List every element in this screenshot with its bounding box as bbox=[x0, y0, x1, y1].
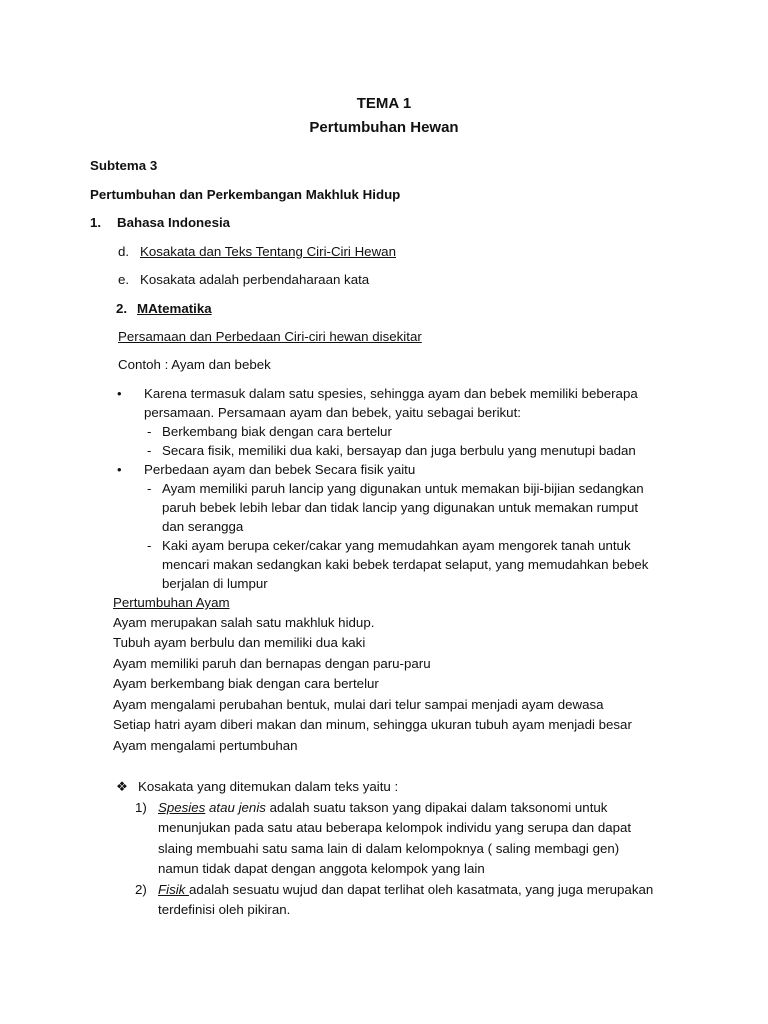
bullet-marker: • bbox=[117, 462, 122, 477]
vocab-definition: adalah sesuatu wujud dan dapat terlihat oleh kasatmata, yang juga merupakan bbox=[189, 882, 654, 897]
section-1-heading: Bahasa Indonesia bbox=[117, 215, 231, 230]
dash-item-text: dan serangga bbox=[162, 519, 244, 534]
bullet-text: Perbedaan ayam dan bebek Secara fisik yaitu bbox=[144, 462, 416, 477]
vocab-definition-line: menunjukan pada satu atau beberapa kelompok individu yang serupa dan dapat bbox=[158, 820, 632, 835]
vocab-item-first-line bbox=[158, 799, 607, 817]
dash-item-text: paruh bebek lebih lebar dan tidak lancip yang digunakan untuk memakan rumput bbox=[162, 500, 639, 515]
list-marker: e. bbox=[118, 272, 130, 287]
dash-marker: - bbox=[147, 443, 152, 458]
dash-marker: - bbox=[147, 538, 152, 553]
document-title: TEMA 1 bbox=[356, 95, 412, 112]
bullet-text: Karena termasuk dalam satu spesies, sehingga ayam dan bebek memiliki beberapa bbox=[144, 386, 638, 401]
list-marker: d. bbox=[118, 244, 130, 259]
dash-item-text: berjalan di lumpur bbox=[162, 576, 268, 591]
section-2-heading: MAtematika bbox=[137, 301, 212, 316]
document-subtitle: Pertumbuhan Hewan bbox=[309, 119, 459, 136]
bullet-marker: • bbox=[117, 386, 122, 401]
subtema-title: Pertumbuhan dan Perkembangan Makhluk Hidup bbox=[90, 187, 401, 202]
bullet-text: persamaan. Persamaan ayam dan bebek, yaitu sebagai berikut: bbox=[144, 405, 521, 420]
dash-item-text: Secara fisik, memiliki dua kaki, bersayap dan juga berbulu yang menutupi badan bbox=[162, 443, 636, 458]
vocab-definition-line: slaing membuahi satu sama lain di dalam kelompoknya ( saling membagi gen) bbox=[158, 841, 620, 856]
vocab-item-number: 1) bbox=[135, 800, 147, 815]
vocab-intro: Kosakata yang ditemukan dalam teks yaitu : bbox=[138, 779, 399, 794]
subtema-label: Subtema 3 bbox=[90, 158, 158, 173]
vocab-definition: adalah suatu takson yang dipakai dalam taksonomi untuk bbox=[265, 800, 608, 815]
dash-marker: - bbox=[147, 481, 152, 496]
dash-marker: - bbox=[147, 424, 152, 439]
list-item-text: Kosakata dan Teks Tentang Ciri-Ciri Hewan bbox=[140, 244, 396, 259]
growth-line: Ayam mengalami perubahan bentuk, mulai dari telur sampai menjadi ayam dewasa bbox=[113, 697, 604, 712]
diamond-bullet-icon: ❖ bbox=[116, 779, 128, 794]
growth-heading: Pertumbuhan Ayam bbox=[113, 595, 230, 610]
dash-item-text: Kaki ayam berupa ceker/cakar yang memudahkan ayam mengorek tanah untuk bbox=[162, 538, 631, 553]
vocab-item-number: 2) bbox=[135, 882, 147, 897]
growth-line: Setiap hatri ayam diberi makan dan minum, sehingga ukuran tubuh ayam menjadi besar bbox=[113, 717, 632, 732]
growth-line: Ayam berkembang biak dengan cara bertelur bbox=[113, 676, 379, 691]
dash-item-text: Berkembang biak dengan cara bertelur bbox=[162, 424, 392, 439]
example-line: Contoh : Ayam dan bebek bbox=[118, 357, 271, 372]
growth-line: Ayam memiliki paruh dan bernapas dengan paru-paru bbox=[113, 656, 431, 671]
vocab-item-first-line bbox=[158, 881, 653, 899]
section-2-subheading: Persamaan dan Perbedaan Ciri-ciri hewan disekitar bbox=[118, 329, 422, 344]
list-item-text: Kosakata adalah perbendaharaan kata bbox=[140, 272, 370, 287]
dash-item-text: mencari makan sedangkan kaki bebek terdapat selaput, yang memudahkan bebek bbox=[162, 557, 649, 572]
vocab-term: Fisik bbox=[158, 882, 190, 897]
section-2-number: 2. bbox=[116, 301, 128, 316]
section-1-number: 1. bbox=[90, 215, 102, 230]
vocab-definition-line: namun tidak dapat dengan anggota kelompok yang lain bbox=[158, 861, 485, 876]
growth-line: Ayam merupakan salah satu makhluk hidup. bbox=[113, 615, 375, 630]
dash-item-text: Ayam memiliki paruh lancip yang digunakan untuk memakan biji-bijian sedangkan bbox=[162, 481, 644, 496]
vocab-definition-line: terdefinisi oleh pikiran. bbox=[158, 902, 291, 917]
vocab-term-alt: atau jenis bbox=[205, 800, 266, 815]
growth-line: Ayam mengalami pertumbuhan bbox=[113, 738, 298, 753]
growth-line: Tubuh ayam berbulu dan memiliki dua kaki bbox=[113, 635, 366, 650]
vocab-term: Spesies bbox=[158, 800, 206, 815]
